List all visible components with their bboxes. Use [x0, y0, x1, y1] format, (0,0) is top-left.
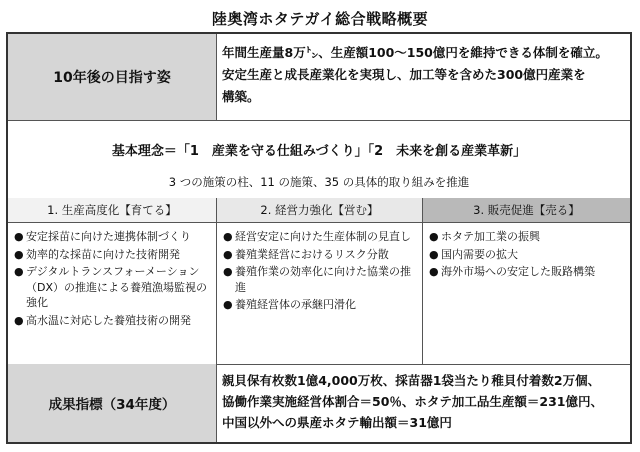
- kpi-text: [222, 370, 626, 433]
- goal-row: [8, 34, 630, 121]
- list-item: ● 国内需要の拡大: [429, 247, 518, 261]
- bullet-icon: ●: [429, 230, 439, 243]
- list-item: ● 高水温に対応した養殖技術の開発: [14, 313, 191, 327]
- bullet-icon: ●: [429, 265, 439, 278]
- bullet-icon: ●: [223, 298, 233, 311]
- list-item: ● 安定採苗に向けた連携体制づくり: [14, 230, 191, 243]
- bullet-icon: ●: [429, 247, 439, 261]
- bullet-icon: ●: [14, 265, 24, 278]
- pillar-items: [217, 223, 422, 313]
- kpi-line: 協働作業実施経営体割合＝50％、ホタテ加工品生産額＝231億円、: [222, 394, 603, 409]
- pillar-heading: 2. 経営力強化【営む】: [217, 198, 422, 223]
- pillar-items: [8, 223, 216, 328]
- bullet-icon: ●: [223, 247, 233, 261]
- bullet-icon: ●: [14, 313, 24, 327]
- goal-line: 安定生産と成長産業化を実現し、加工等を含めた300億円産業を: [222, 67, 586, 82]
- goal-text: [222, 42, 626, 108]
- page-title: 陸奥湾ホタテガイ総合戦略概要: [211, 10, 429, 28]
- kpi-row: [8, 364, 630, 442]
- pillars-row: [8, 198, 630, 365]
- kpi-label: 成果指標（34年度）: [8, 364, 217, 442]
- list-item: ● 効率的な採苗に向けた技術開発: [14, 247, 180, 261]
- list-item: ● 海外市場への安定した販路構築: [429, 265, 595, 278]
- list-item: ● 養殖作業の効率化に向けた協業の推進: [223, 265, 411, 294]
- pillar-heading: 1. 生産高度化【育てる】: [8, 198, 216, 223]
- list-item: ● デジタルトランスフォーメーション（DX）の推進による養殖漁場監視の強化: [14, 265, 208, 309]
- kpi-line: 親貝保有枚数1億4,000万枚、採苗器1袋当たり稚貝付着数2万個、: [222, 373, 601, 388]
- pillar-heading: 3. 販売促進【売る】: [423, 198, 630, 223]
- bullet-icon: ●: [14, 230, 24, 243]
- list-item: ● 養殖経営体の承継円滑化: [223, 298, 356, 311]
- list-item: ● 経営安定に向けた生産体制の見直し: [223, 230, 411, 243]
- pillar-items: [423, 223, 630, 280]
- goal-line: 年間生産量8万㌧、生産額100～150億円を維持できる体制を確立。: [222, 45, 608, 60]
- principle-row: [8, 120, 630, 199]
- list-item: ● 養殖業経営におけるリスク分散: [223, 247, 389, 261]
- pillar-sales: [422, 198, 630, 364]
- goal-label: 10年後の目指す姿: [8, 34, 217, 120]
- bullet-icon: ●: [223, 230, 233, 243]
- strategy-table: [6, 32, 632, 444]
- basic-principle: 基本理念＝「1 産業を守る仕組みづくり」「2 未来を創る産業革新」: [111, 144, 527, 159]
- bullet-icon: ●: [14, 247, 24, 261]
- kpi-line: 中国以外への県産ホタテ輸出額＝31億円: [222, 415, 452, 430]
- list-item: ● ホタテ加工業の振興: [429, 230, 540, 243]
- pillar-management: [216, 198, 422, 364]
- bullet-icon: ●: [223, 265, 233, 278]
- measures-summary: 3 つの施策の柱、11 の施策、35 の具体的取り組みを推進: [168, 175, 470, 189]
- goal-line: 構築。: [222, 89, 260, 104]
- pillar-production: [8, 198, 216, 364]
